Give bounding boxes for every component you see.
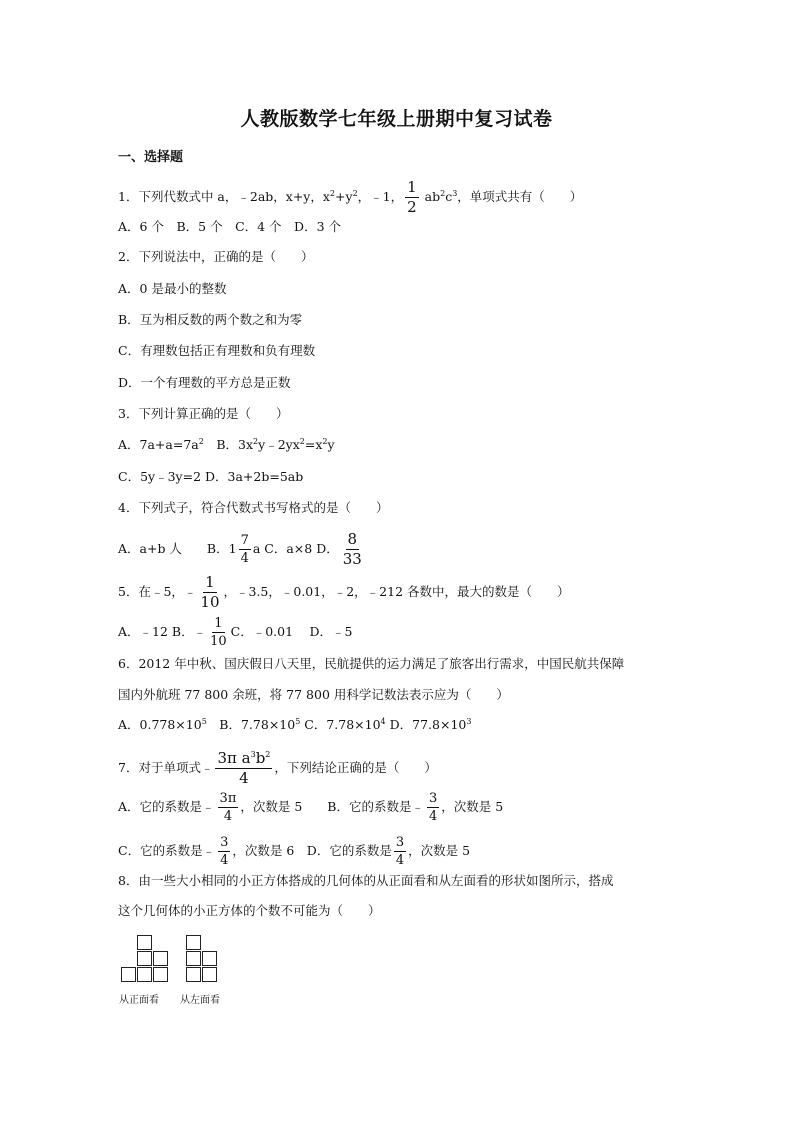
question-5-options: A．﹣12 B．﹣ $\frac{1}{10}$ C．﹣0.01 D．﹣5 [118, 616, 353, 649]
question-5-stem: 5．在﹣5，﹣ $\frac{1}{10}$ ，﹣3.5，﹣0.01，﹣2，﹣212 各数中，最大的数是（ ） [118, 573, 570, 611]
front-cell-bottom-2 [137, 967, 152, 982]
fraction-one-tenth: $\frac{1}{10}$ [200, 573, 220, 611]
question-3-options-ab: A．$7a+a=7a^2$ B．$3x^2y﹣2yx^2=x^2y$ [118, 436, 335, 452]
question-6-line-1: 6．2012 年中秋、国庆假日八天里，民航提供的运力满足了旅客出行需求，中国民航共保障 [118, 656, 625, 671]
question-2-option-d: D．一个有理数的平方总是正数 [118, 375, 291, 390]
question-3-options-cd: C．5y﹣3y=2 D．3a+2b=5ab [118, 469, 304, 484]
left-cell-bottom-1 [186, 967, 201, 982]
fraction-monomial: $\frac{3\pi a^3b^2}{4}$ [217, 749, 271, 787]
question-7-options-cd: C．它的系数是﹣ $\frac{3}{4}$ ，次数是 6 D．它的系数是 $\frac{3}{4}$ ，次数是 5 [118, 835, 471, 868]
front-view-label: 从正面看 [119, 995, 159, 1006]
question-7-options-ab: A．它的系数是﹣ $\frac{3\pi}{4}$ ，次数是 5 B．它的系数是﹣ $\frac{3}{4}$ ，次数是 5 [118, 791, 504, 824]
fraction-3-over-4-b: $\frac{3}{4}$ [429, 791, 438, 824]
section-heading: 一、选择题 [118, 150, 184, 165]
fraction-3-over-4-d: $\frac{3}{4}$ [395, 835, 405, 868]
left-cell-mid-2 [202, 951, 217, 966]
question-2-option-c: C．有理数包括正有理数和负有理数 [118, 343, 316, 358]
fraction-one-tenth-option: $\frac{1}{10}$ [210, 616, 227, 649]
page-title: 人教版数学七年级上册期中复习试卷 [240, 108, 553, 130]
front-cell-bottom-3 [153, 967, 168, 982]
left-cell-mid-1 [186, 951, 201, 966]
fraction-3pi-over-4: $\frac{3\pi}{4}$ [219, 791, 237, 824]
fraction-eight-33: $\frac{8}{33}$ [342, 530, 362, 568]
question-4-options: A．a+b 人 B．1 $\frac{7}{4}$ a C．a×8 D． $\frac{8}{33}$ [118, 530, 362, 568]
question-8-line-1: 8．由一些大小相同的小正方体搭成的几何体的从正面看和从左面看的形状如图所示，搭成 [118, 873, 614, 888]
question-6-options: A．$0.778\times 10^5$ B．$7.78\times 10^5$ C．$7.78\times 10^4$ D．$77.8\times 10^3$ [118, 716, 472, 732]
question-2-option-a: A．0 是最小的整数 [118, 281, 227, 296]
front-cell-mid-2 [153, 951, 168, 966]
fraction-seven-fourths: $\frac{7}{4}$ [240, 533, 249, 566]
question-2-option-b: B．互为相反数的两个数之和为零 [118, 312, 303, 327]
question-3-stem: 3．下列计算正确的是（ ） [118, 406, 289, 421]
left-view-label: 从左面看 [180, 995, 220, 1006]
question-4-stem: 4．下列式子，符合代数式书写格式的是（ ） [118, 500, 389, 515]
question-1-stem: 1．下列代数式中 a，﹣2ab，x+y，$x^2+y^2$，﹣1， $\frac{1}{2}$ $ab^2c^3$，单项式共有（ ） [118, 178, 583, 216]
left-cell-top-1 [186, 935, 201, 950]
fraction-3-over-4-c: $\frac{3}{4}$ [220, 835, 229, 868]
front-cell-mid-1 [137, 951, 152, 966]
front-cell-bottom-1 [121, 967, 136, 982]
front-cell-top-1 [137, 935, 152, 950]
question-1-options: A．6 个 B．5 个 C．4 个 D．3 个 [118, 219, 342, 234]
question-8-line-2: 这个几何体的小正方体的个数不可能为（ ） [118, 903, 381, 918]
fraction-one-half: $\frac{1}{2}$ [407, 178, 417, 216]
question-7-stem: 7．对于单项式﹣ $\frac{3\pi a^3b^2}{4}$ ，下列结论正确的是（ ） [118, 749, 437, 787]
question-2-stem: 2．下列说法中，正确的是（ ） [118, 249, 314, 264]
left-cell-bottom-2 [202, 967, 217, 982]
question-6-line-2: 国内外航班 77 800 余班，将 77 800 用科学记数法表示应为（ ） [118, 687, 509, 702]
